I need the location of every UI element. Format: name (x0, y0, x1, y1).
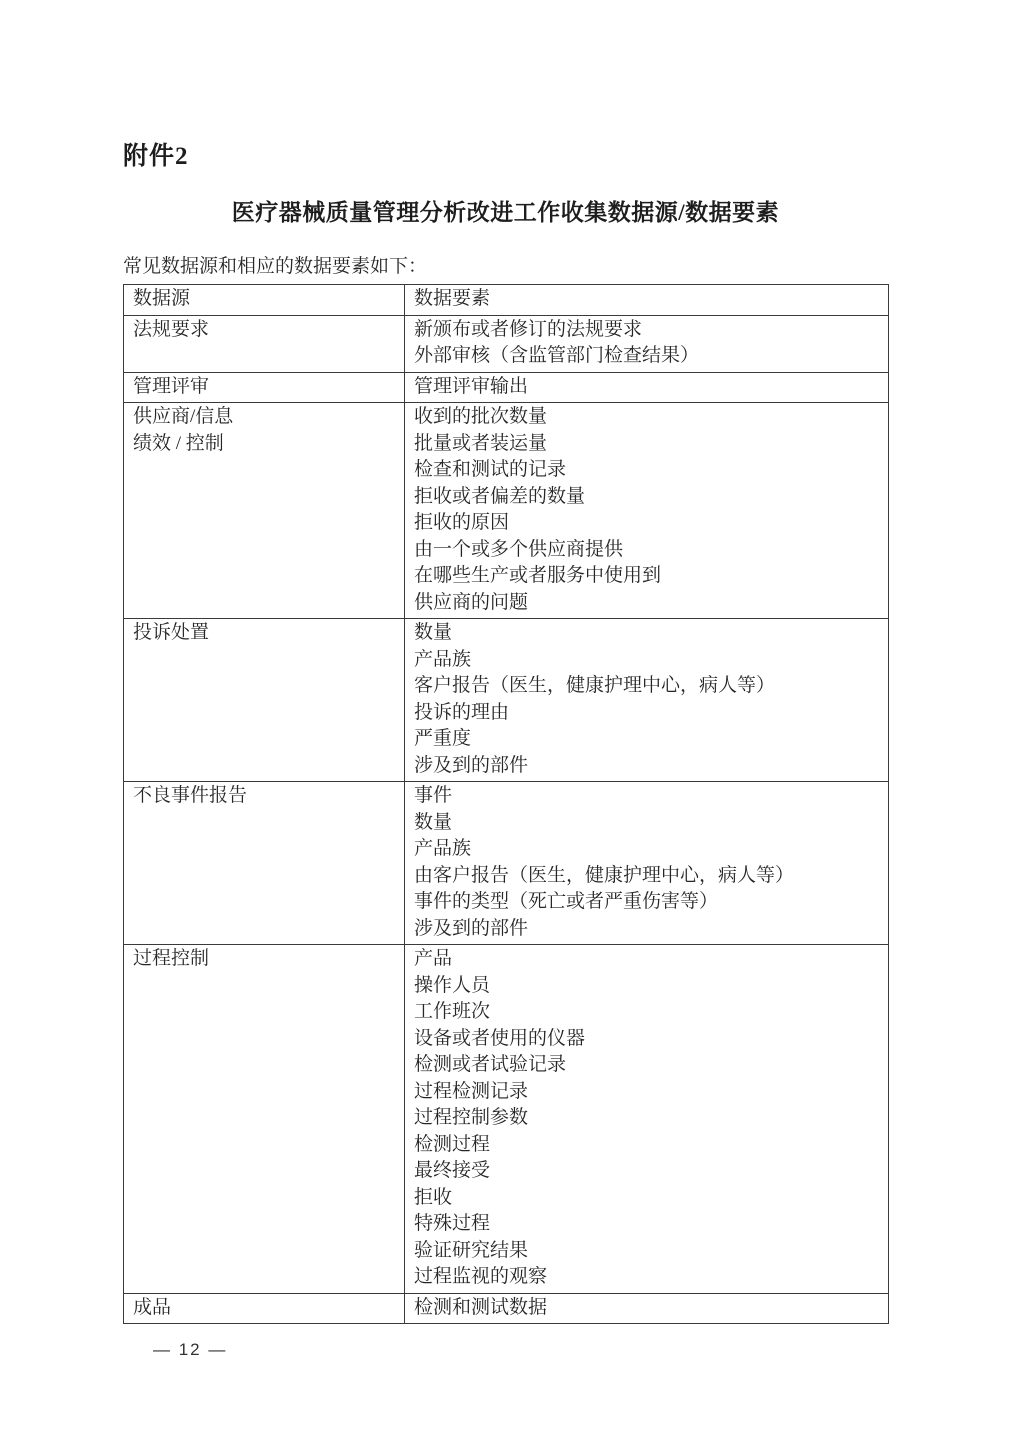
element-line: 新颁布或者修订的法规要求 (414, 318, 643, 340)
element-line: 最终接受 (414, 1160, 491, 1181)
element-line: 由客户报告（医生，健康护理中心，病人等） (414, 864, 795, 886)
data-table (123, 284, 889, 1324)
source-line: 成品 (133, 1296, 172, 1318)
element-line: 检测或者试验记录 (414, 1054, 567, 1075)
element-line: 特殊过程 (414, 1213, 491, 1234)
element-line: 收到的批次数量 (414, 406, 548, 427)
intro-text: 常见数据源和相应的数据要素如下： (123, 256, 428, 277)
attachment-label: 附件2 (123, 143, 189, 170)
page-title: 医疗器械质量管理分析改进工作收集数据源/数据要素 (231, 200, 780, 225)
source-line: 投诉处置 (133, 622, 210, 643)
element-line: 由一个或多个供应商提供 (414, 538, 624, 560)
data-elements-cell (405, 782, 889, 945)
data-elements-cell (405, 619, 889, 782)
source-line: 管理评审 (133, 375, 210, 397)
table-row (124, 619, 889, 782)
table-row (124, 372, 889, 403)
table-header-elements: 数据要素 (405, 285, 889, 316)
element-line: 检测和测试数据 (414, 1296, 548, 1318)
element-line: 工作班次 (414, 1001, 491, 1022)
table-header-row (124, 285, 889, 316)
element-line: 过程检测记录 (414, 1080, 529, 1102)
element-line: 设备或者使用的仪器 (414, 1027, 586, 1049)
data-source-cell (124, 782, 405, 945)
data-elements-cell (405, 1293, 889, 1324)
source-line: 法规要求 (133, 318, 210, 340)
data-elements-cell (405, 945, 889, 1294)
element-line: 拒收 (414, 1186, 453, 1208)
data-source-cell (124, 945, 405, 1294)
page-number: — 12 — (153, 1340, 228, 1359)
data-source-cell (124, 403, 405, 619)
table-row (124, 315, 889, 372)
element-line: 产品族 (414, 838, 472, 859)
element-line: 供应商的问题 (414, 591, 529, 613)
element-line: 拒收或者偏差的数量 (414, 485, 586, 507)
data-elements-cell (405, 403, 889, 619)
element-line: 事件 (414, 785, 453, 806)
source-line: 过程控制 (133, 948, 210, 969)
table-row (124, 1293, 889, 1324)
element-line: 投诉的理由 (414, 701, 510, 723)
element-line: 拒收的原因 (414, 512, 510, 533)
source-line: 不良事件报告 (133, 785, 248, 806)
element-line: 数量 (414, 811, 453, 833)
element-line: 过程监视的观察 (414, 1266, 548, 1287)
data-source-cell (124, 1293, 405, 1324)
element-line: 事件的类型（死亡或者严重伤害等） (414, 891, 719, 912)
data-source-cell (124, 619, 405, 782)
data-source-cell (124, 372, 405, 403)
data-elements-cell (405, 315, 889, 372)
element-line: 产品 (414, 948, 453, 969)
element-line: 操作人员 (414, 974, 491, 996)
element-line: 外部审核（含监管部门检查结果） (414, 345, 700, 366)
table-body (124, 315, 889, 1324)
element-line: 涉及到的部件 (414, 917, 529, 939)
element-line: 管理评审输出 (414, 375, 529, 397)
element-line: 验证研究结果 (414, 1239, 529, 1261)
element-line: 数量 (414, 622, 453, 643)
element-line: 在哪些生产或者服务中使用到 (414, 565, 662, 586)
element-line: 检测过程 (414, 1133, 491, 1155)
table-row (124, 782, 889, 945)
data-elements-cell (405, 372, 889, 403)
source-line: 绩效 / 控制 (133, 432, 224, 454)
element-line: 产品族 (414, 648, 472, 670)
source-line: 供应商/信息 (133, 406, 234, 427)
element-line: 过程控制参数 (414, 1107, 529, 1128)
element-line: 批量或者装运量 (414, 432, 548, 454)
element-line: 客户报告（医生，健康护理中心，病人等） (414, 675, 776, 696)
table-row (124, 403, 889, 619)
element-line: 涉及到的部件 (414, 754, 529, 776)
data-source-cell (124, 315, 405, 372)
element-line: 严重度 (414, 728, 472, 749)
table-header-source: 数据源 (124, 285, 405, 316)
table-row (124, 945, 889, 1294)
element-line: 检查和测试的记录 (414, 459, 567, 480)
